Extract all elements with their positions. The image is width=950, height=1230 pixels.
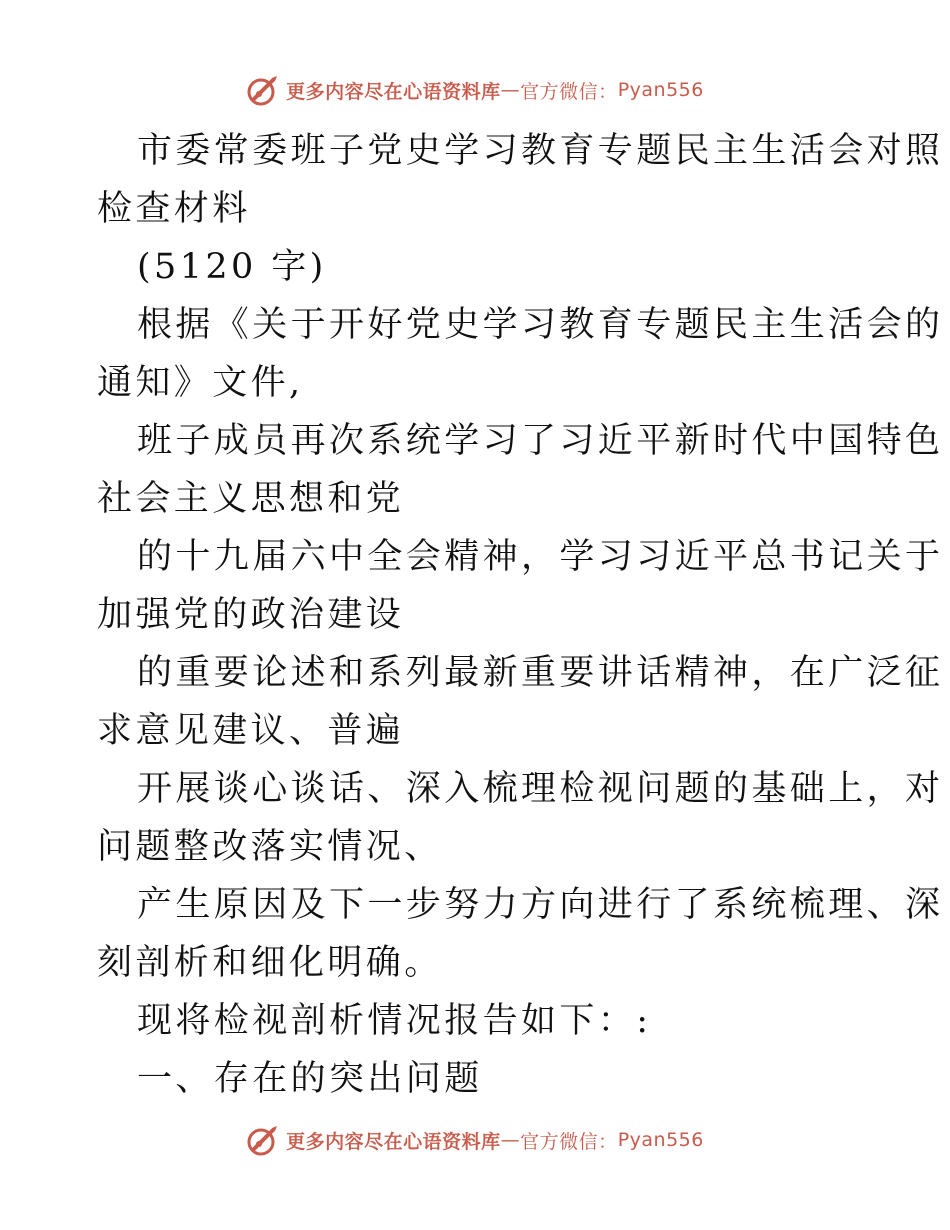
section-heading: 一、存在的突出问题 (137, 1059, 483, 1099)
line-14: 产生原因及下一步努力方向进行了系统梳理、深 (137, 885, 944, 925)
line-5: 通知》文件, (97, 363, 304, 403)
document-body (97, 122, 944, 1108)
header-watermark (0, 70, 950, 110)
line-9: 加强党的政治建设 (97, 595, 405, 635)
line-6: 班子成员再次系统学习了习近平新时代中国特色 (137, 421, 944, 461)
brush-logo-icon (246, 1123, 280, 1157)
line-13: 问题整改落实情况、 (97, 827, 443, 867)
line-2: 检查材料 (97, 189, 251, 229)
watermark-sub-text: 官方微信： (520, 80, 618, 103)
line-4: 根据《关于开好党史学习教育专题民主生活会的 (137, 305, 944, 345)
watermark-separator: — (500, 79, 521, 101)
line-8: 的十九届六中全会精神，学习习近平总书记关于 (137, 537, 944, 577)
line-1: 市委常委班子党史学习教育专题民主生活会对照 (137, 131, 944, 171)
watermark-sub-text: 官方微信： (520, 1130, 618, 1153)
line-10: 的重要论述和系列最新重要讲话精神，在广泛征 (137, 653, 944, 693)
watermark-main-text: 更多内容尽在心语资料库 (286, 80, 501, 103)
line-15: 刻剖析和细化明确。 (97, 943, 443, 983)
line-3: (5120 字) (137, 247, 327, 287)
watermark-separator: — (500, 1129, 521, 1151)
line-12: 开展谈心谈话、深入梳理检视问题的基础上，对 (137, 769, 944, 809)
line-11: 求意见建议、普遍 (97, 711, 405, 751)
footer-watermark (0, 1120, 950, 1160)
watermark-main-text: 更多内容尽在心语资料库 (286, 1130, 501, 1153)
watermark-wechat-id: Pyan556 (617, 79, 704, 101)
line-16: 现将检视剖析情况报告如下：: (137, 1001, 652, 1041)
brush-logo-icon (246, 73, 280, 107)
line-7: 社会主义思想和党 (97, 479, 405, 519)
watermark-wechat-id: Pyan556 (617, 1129, 704, 1151)
